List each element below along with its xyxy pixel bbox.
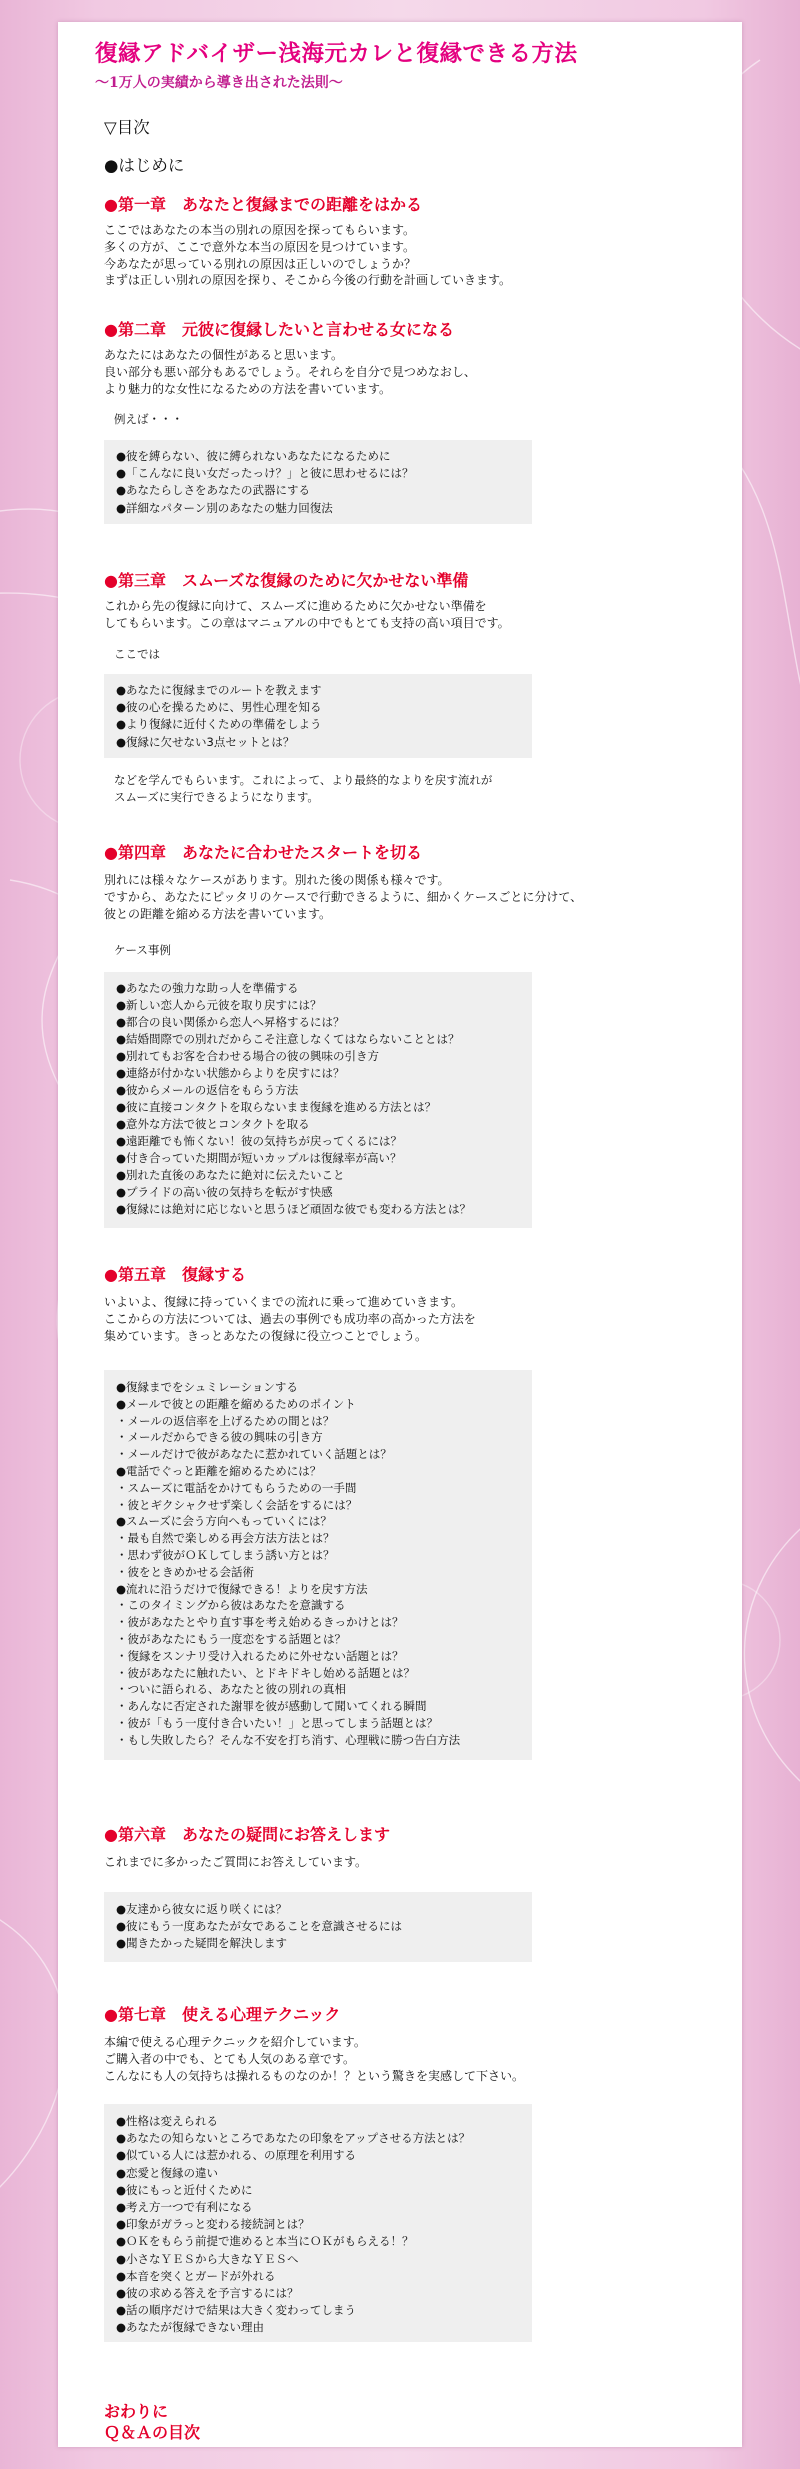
chapter-5-heading[interactable]: ●第五章 復縁する [104,1265,246,1284]
list-item: ●あなたに復縁までのルートを教えます [116,683,322,697]
list-item: ・メールだからできる彼の興味の引き方 [116,1430,323,1445]
chapter-4-description: 別れには様々なケースがあります。別れた後の関係も様々です。 ですから、あなたにピッタリのケースで行動できるように、細かくケースごとに分けて、 彼との距離を縮める方法を書いています。 [104,873,583,921]
list-item: ●都合の良い関係から恋人へ昇格するには？ [116,1015,345,1029]
qa-toc-link[interactable]: Ｑ＆Ａの目次 [104,2423,201,2442]
page-subtitle: 〜1万人の実績から導き出された法則〜 [95,75,343,91]
list-item: ・彼とギクシャクせず楽しく会話をするには？ [116,1497,358,1512]
toc-heading: ▽目次 [104,118,150,137]
list-item: ・思わず彼がＯＫしてしまう誘い方とは？ [116,1547,335,1562]
list-item: ・あんなに否定された謝罪を彼が感動して聞いてくれる瞬間 [116,1699,427,1714]
list-item: ●遠距離でも怖くない！彼の気持ちが戻ってくるには？ [116,1134,403,1148]
list-item: ●彼の心を操るために、男性心理を知る [116,700,322,715]
list-item: ●連絡が付かない状態からよりを戻すには？ [116,1066,345,1080]
chapter-2-note: 例えば・・・ [114,412,183,426]
chapter-3-after-text: などを学んでもらいます。これによって、より最終的なよりを戻す流れが スムーズに実行できるようになります。 [114,773,493,804]
list-item: ●友達から彼女に返り咲くには？ [116,1902,288,1916]
list-item: ●印象がガラっと変わる接続詞とは？ [116,2217,310,2232]
list-item: ●復縁に欠せない3点セットとは？ [116,734,295,749]
list-item: ●話の順序だけで結果は大きく変わってしまう [116,2303,356,2318]
list-item: ・メールの返信率を上げるための間とは？ [116,1413,335,1428]
list-item: ・スムーズに電話をかけてもらうための一手間 [116,1480,357,1495]
chapter-3-note: ここでは [114,647,160,661]
list-item: ・彼が「もう一度付き合いたい！」と思ってしまう話題とは？ [116,1715,438,1730]
list-item: ●彼からメールの返信をもらう方法 [116,1083,299,1097]
list-item: ●彼にもっと近付くために [116,2182,253,2197]
list-item: ●彼を縛らない、彼に縛られないあなたになるために [116,449,391,463]
page-title: 復縁アドバイザー浅海元カレと復縁できる方法 [95,41,578,67]
list-item: ●新しい恋人から元彼を取り戻すには？ [116,998,322,1012]
list-item: ●電話でぐっと距離を縮めるためには？ [116,1463,322,1478]
list-item: ・彼があなたにもう一度恋をする話題とは？ [116,1631,346,1646]
list-item: ●スムーズに会う方向へもっていくには？ [116,1514,332,1529]
chapter-4-note: ケース事例 [114,943,171,957]
list-item: ●流れに沿うだけで復縁できる！よりを戻す方法 [116,1581,368,1596]
list-item: ●性格は変えられる [116,2114,219,2128]
list-item: ●あなたらしさをあなたの武器にする [116,483,311,498]
chapter-2-heading[interactable]: ●第二章 元彼に復縁したいと言わせる女になる [104,320,454,339]
list-item: ・彼があなたに触れたい、とドキドキし始める話題とは？ [116,1665,415,1680]
closing-link[interactable]: おわりに [104,2402,169,2421]
list-item: ●復縁までをシュミレーションする [116,1380,298,1394]
chapter-4-list [104,972,532,1228]
list-item: ●結婚間際での別れだからこそ注意しなくてはならないこととは？ [116,1032,460,1046]
chapter-7-list [104,2104,532,2342]
chapter-5-description: いよいよ、復縁に持っていくまでの流れに乗って進めていきます。 ここからの方法については、過去の事例でも成功率の高かった方法を 集めています。きっとあなたの復縁に役立つことでしょう。 [104,1295,476,1343]
chapter-3-description: これから先の復縁に向けて、スムーズに進めるために欠かせない準備を してもらいます。この章はマニュアルの中でもとても支持の高い項目です。 [104,599,510,630]
list-item: ●より復縁に近付くための準備をしよう [116,717,322,732]
list-item: ●彼にもう一度あなたが女であることを意識させるには [116,1919,403,1934]
chapter-3-heading[interactable]: ●第三章 スムーズな復縁のために欠かせない準備 [104,571,469,590]
chapter-1-heading[interactable]: ●第一章 あなたと復縁までの距離をはかる [104,195,422,214]
list-item: ・最も自然で楽しめる再会方法方法とは？ [116,1531,335,1546]
list-item: ●あなたの強力な助っ人を準備する [116,981,299,995]
list-item: ●別れた直後のあなたに絶対に伝えたいこと [116,1168,345,1182]
list-item: ●考え方一つで有利になる [116,2200,253,2215]
list-item: ・ついに語られる、あなたと彼の別れの真相 [116,1682,346,1697]
chapter-2-list [104,440,532,524]
chapter-4-heading[interactable]: ●第四章 あなたに合わせたスタートを切る [104,843,422,862]
list-item: ・復縁をスンナリ受け入れるために外せない話題とは？ [116,1648,404,1663]
list-item: ・このタイミングから彼はあなたを意識する [116,1598,346,1613]
list-item: ●詳細なパターン別のあなたの魅力回復法 [116,500,333,515]
list-item: ・彼があなたとやり直す事を考え始めるきっかけとは？ [116,1615,404,1630]
chapter-6-heading[interactable]: ●第六章 あなたの疑問にお答えします [104,1825,390,1844]
list-item: ●聞きたかった疑問を解決します [116,1936,288,1951]
chapter-6-description: これまでに多かったご質問にお答えしています。 [104,1855,368,1869]
list-item: ・彼をときめかせる会話術 [116,1564,254,1579]
chapter-2-description: あなたにはあなたの個性があると思います。 良い部分も悪い部分もあるでしょう。それらを自分で見つめなおし、 より魅力的な女性になるための方法を書いています。 [104,348,476,396]
chapter-7-heading[interactable]: ●第七章 使える心理テクニック [104,2005,341,2024]
footer-links [104,2401,200,2443]
list-item: ●あなたが復縁できない理由 [116,2320,265,2335]
list-item: ●恋愛と復縁の違い [116,2165,219,2180]
list-item: ●復縁には絶対に応じないと思うほど頑固な彼でも変わる方法とは？ [116,1202,472,1216]
list-item: ・メールだけで彼があなたに惹かれていく話題とは？ [116,1447,392,1462]
list-item: ●あなたの知らないところであなたの印象をアップさせる方法とは？ [116,2131,471,2146]
list-item: ●彼の求める答えを予言するには？ [116,2286,299,2301]
chapter-7-description: 本編で使える心理テクニックを紹介しています。 ご購入者の中でも、とても人気のある章です。 こんなにも人の気持ちは操れるものなのか！？という驚きを実感して下さい。 [104,2035,525,2083]
list-item: ●彼に直接コンタクトを取らないまま復縁を進める方法とは？ [116,1100,437,1114]
list-item: ●ＯＫをもらう前提で進めると本当にＯＫがもらえる！？ [116,2234,414,2249]
list-item: ●別れてもお客を合わせる場合の彼の興味の引き方 [116,1049,380,1063]
list-item: ・もし失敗したら？そんな不安を打ち消す、心理戦に勝つ告白方法 [116,1732,461,1747]
chapter-1-description: ここではあなたの本当の別れの原因を探ってもらいます。 多くの方が、ここで意外な本当の原因を見つけています。 今あなたが思っている別れの原因は正しいのでしょうか？ まずは正しい別れの原因を探り、そこから今後の行動を計画していきます。 [104,223,512,288]
list-item: ●付き合っていた期間が短いカップルは復縁率が高い？ [116,1151,402,1165]
toc-item-intro[interactable]: ●はじめに [104,156,185,175]
chapter-3-list [104,674,532,758]
list-item: ●「こんなに良い女だったっけ？」と彼に思わせるには？ [116,466,414,481]
list-item: ●小さなＹＥＳから大きなＹＥＳへ [116,2251,299,2266]
list-item: ●プライドの高い彼の気持ちを転がす快感 [116,1185,333,1199]
list-item: ●似ている人には惹かれる、の原理を利用する [116,2148,357,2163]
list-item: ●本音を突くとガードが外れる [116,2268,276,2283]
list-item: ●メールで彼との距離を縮めるためのポイント [116,1396,356,1411]
list-item: ●意外な方法で彼とコンタクトを取る [116,1117,310,1131]
chapter-6-list [104,1892,532,1962]
chapter-5-list [104,1370,532,1760]
content-card [58,22,742,2447]
